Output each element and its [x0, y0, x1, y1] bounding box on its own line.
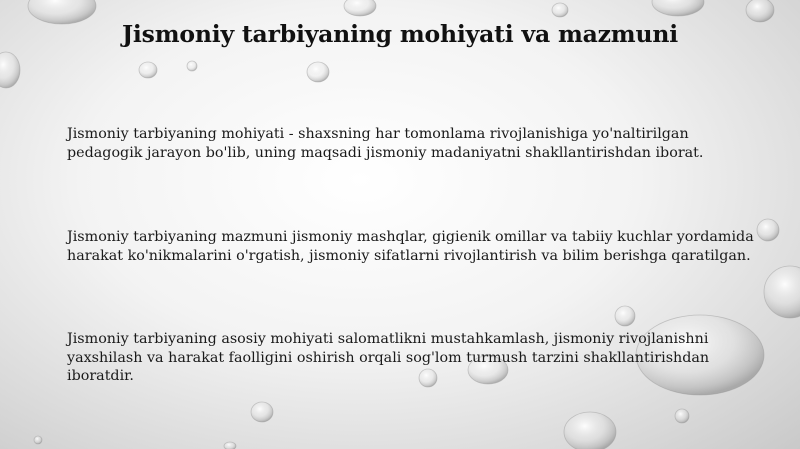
droplet — [675, 409, 689, 423]
slide-title: Jismoniy tarbiyaning mohiyati va mazmuni — [122, 20, 678, 48]
droplet — [307, 62, 329, 82]
droplet — [139, 62, 157, 78]
droplet — [552, 3, 568, 17]
droplet — [251, 402, 273, 422]
paragraph-essence: Jismoniy tarbiyaning mohiyati - shaxsning har tomonlama rivojlanishiga yo'naltirilgan pedagogik jarayon bo'lib, uning maqsadi jismoniy madaniyatni shakllantirishdan iborat. — [67, 126, 704, 161]
droplet — [344, 0, 376, 16]
paragraph-content: Jismoniy tarbiyaning mazmuni jismoniy mashqlar, gigienik omillar va tabiiy kuchlar yordamida harakat ko'nikmalarini o'rgatish, jismoniy sifatlarni rivojlantirish va bilim berishga qaratilgan. — [67, 229, 754, 264]
droplet — [746, 0, 774, 22]
paragraph-main-essence: Jismoniy tarbiyaning asosiy mohiyati salomatlikni mustahkamlash, jismoniy rivojlanishni yaxshilash va harakat faolligini oshirish orqali sog'lom turmush tarzini shakllantirishdan iboratdir. — [67, 331, 710, 384]
droplet — [652, 0, 704, 16]
droplet — [764, 266, 800, 318]
droplet — [224, 442, 236, 449]
droplet — [564, 412, 616, 449]
droplet — [0, 52, 20, 88]
droplet — [34, 436, 42, 444]
droplet — [187, 61, 197, 71]
droplet — [615, 306, 635, 326]
